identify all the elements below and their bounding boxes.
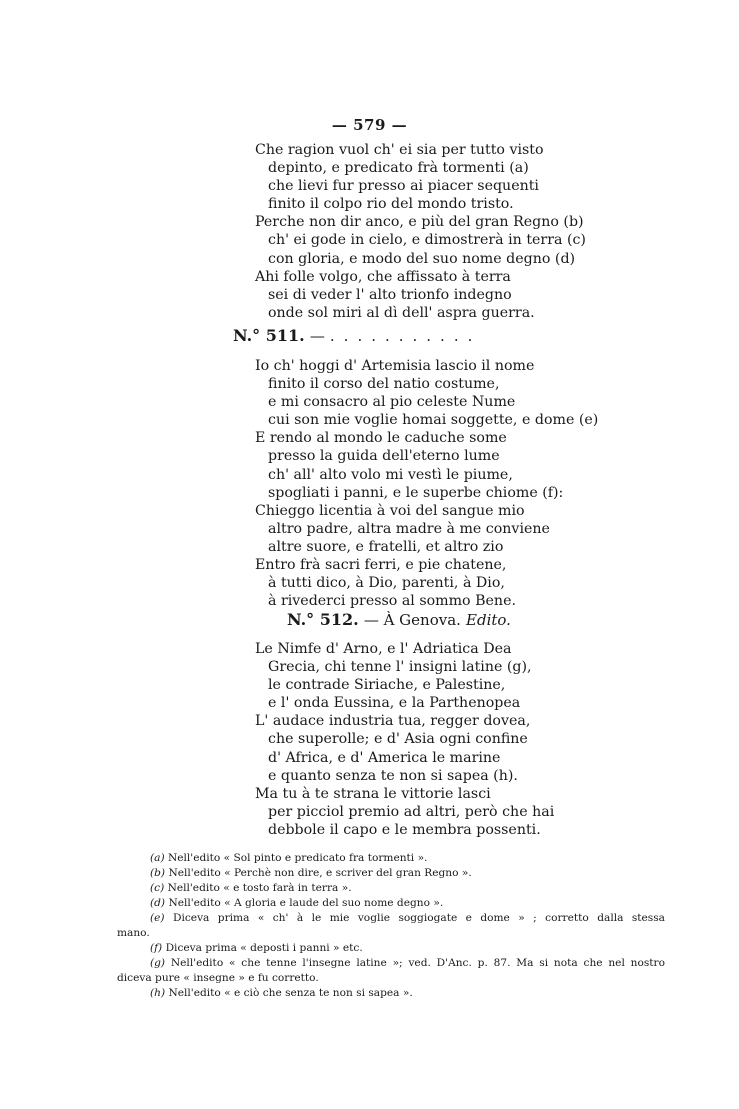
verse-line: Che ragion vuol ch' ei sia per tutto visto <box>255 142 544 158</box>
verse-line: à rivederci presso al sommo Bene. <box>268 593 516 610</box>
poem-512 <box>255 640 655 839</box>
footnote <box>150 881 665 896</box>
page-number: — 579 — <box>331 116 408 134</box>
verse-line: che superolle; e d' Asia ogni confine <box>268 731 528 748</box>
heading-512-title: — À Genova. <box>363 611 461 629</box>
footnote-mark: (b) <box>150 867 166 879</box>
footnote <box>150 956 665 971</box>
footnote <box>150 896 665 911</box>
verse-line: altre suore, e fratelli, et altro zio <box>268 538 504 555</box>
verse-line: spogliati i panni, e le superbe chiome (f): <box>268 484 564 501</box>
verse-line: depinto, e predicato frà tormenti (a) <box>268 160 529 177</box>
verse-line: che lievi fur presso ai piacer sequenti <box>268 178 539 195</box>
verse-line: finito il corso del natio costume, <box>268 376 500 393</box>
footnote-text: Nell'edito « Perchè non dire, e scriver del gran Regno ». <box>168 867 472 879</box>
footnote-mark: (g) <box>150 957 166 969</box>
verse-line: cui son mie voglie homai soggette, e dome (e) <box>268 412 599 429</box>
verse-line: d' Africa, e d' America le marine <box>268 749 501 766</box>
footnote-text: Nell'edito « A gloria e laude del suo nome degno ». <box>168 897 444 909</box>
heading-511-number: N.° 511. <box>233 326 305 345</box>
footnote-text: Diceva prima « ch' à le mie voglie soggiogate e dome » ; corretto dalla stessa <box>172 912 665 924</box>
footnote-continuation: diceva pure « insegne » e fu corretto. <box>117 972 319 984</box>
verse-line: onde sol miri al dì dell' aspra guerra. <box>268 304 535 321</box>
verse-line: Perche non dir anco, e più del gran Regno (b) <box>255 214 584 231</box>
footnote-text: Diceva prima « deposti i panni » etc. <box>165 942 363 954</box>
verse-line: Entro frà sacri ferri, e pie chatene, <box>255 557 507 574</box>
footnotes <box>117 851 665 1001</box>
footnote <box>150 851 665 866</box>
verse-line: finito il colpo rio del mondo tristo. <box>268 196 514 213</box>
footnote-mark: (e) <box>150 912 165 924</box>
verse-line: L' audace industria tua, regger dovea, <box>255 713 531 730</box>
verse-line: Io ch' hoggi d' Artemisia lascio il nome <box>255 358 535 374</box>
footnote-mark: (h) <box>150 987 166 999</box>
footnote-mark: (f) <box>150 942 163 954</box>
verse-line: e quanto senza te non si sapea (h). <box>268 767 518 784</box>
footnote-text: Nell'edito « e tosto farà in terra ». <box>167 882 352 894</box>
heading-511 <box>233 326 481 345</box>
poem-511 <box>255 357 655 610</box>
verse-line: altro padre, altra madre à me conviene <box>268 520 550 537</box>
verse-line: Chieggo licentia à voi del sangue mio <box>255 502 525 519</box>
footnote-text: Nell'edito « e ciò che senza te non si sapea ». <box>168 987 413 999</box>
verse-line: ch' all' alto volo mi vestì le piume, <box>268 466 513 483</box>
heading-512 <box>287 610 511 629</box>
footnote <box>150 986 665 1001</box>
footnote <box>150 941 665 956</box>
verse-line: per picciol premio ad altri, però che hai <box>268 803 555 820</box>
verse-line: ch' ei gode in cielo, e dimostrerà in terra (c) <box>268 232 586 249</box>
verse-line: Grecia, chi tenne l' insigni latine (g), <box>268 659 532 676</box>
verse-line: Ahi folle volgo, che affissato à terra <box>255 268 511 285</box>
verse-line: debbole il capo e le membra possenti. <box>268 821 541 838</box>
verse-line: E rendo al mondo le caduche some <box>255 430 507 447</box>
verse-line: sei di veder l' alto trionfo indegno <box>268 286 512 303</box>
footnote-text: Nell'edito « che tenne l'insegne latine »; ved. D'Anc. p. 87. Ma si nota che nel nostro <box>170 957 665 969</box>
heading-512-number: N.° 512. <box>287 610 359 629</box>
heading-511-dash: — <box>309 327 325 345</box>
verse-line: Le Nimfe d' Arno, e l' Adriatica Dea <box>255 641 512 657</box>
heading-511-leader: ........... <box>329 327 482 345</box>
verse-line: le contrade Siriache, e Palestine, <box>268 677 506 694</box>
verse-line: Ma tu à te strana le vittorie lasci <box>255 785 491 802</box>
verse-line: à tutti dico, à Dio, parenti, à Dio, <box>268 575 505 592</box>
footnote-continuation: mano. <box>117 927 150 939</box>
footnote-mark: (c) <box>150 882 165 894</box>
verse-line: presso la guida dell'eterno lume <box>268 448 500 465</box>
poem-510 <box>255 141 655 322</box>
verse-line: e l' onda Eussina, e la Parthenopea <box>268 695 521 712</box>
footnote <box>150 911 665 926</box>
footnote-text: Nell'edito « Sol pinto e predicato fra tormenti ». <box>167 852 428 864</box>
verse-line: e mi consacro al pio celeste Nume <box>268 394 516 411</box>
footnote <box>150 866 665 881</box>
footnote-mark: (a) <box>150 852 165 864</box>
heading-512-edito: Edito. <box>466 611 511 629</box>
verse-line: con gloria, e modo del suo nome degno (d) <box>268 250 576 267</box>
footnote-mark: (d) <box>150 897 166 909</box>
